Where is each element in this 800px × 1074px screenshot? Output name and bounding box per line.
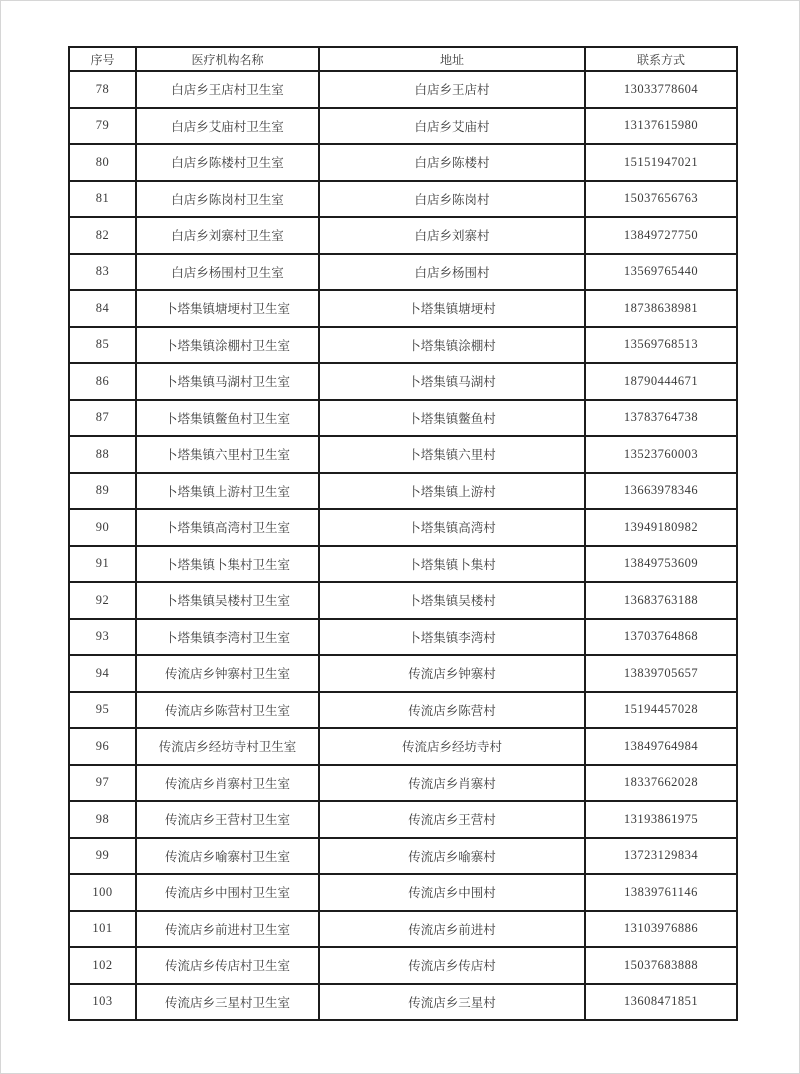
cell-address: 卜塔集镇上游村 [319, 473, 585, 510]
table-row [69, 692, 737, 729]
column-header-no: 序号 [69, 47, 136, 71]
cell-name: 传流店乡传店村卫生室 [136, 947, 319, 984]
table-row [69, 108, 737, 145]
table-body [69, 71, 737, 1020]
cell-phone: 18337662028 [585, 765, 737, 802]
cell-name: 卜塔集镇上游村卫生室 [136, 473, 319, 510]
cell-phone: 15037656763 [585, 181, 737, 218]
cell-name: 卜塔集镇六里村卫生室 [136, 436, 319, 473]
cell-phone: 13783764738 [585, 400, 737, 437]
cell-phone: 13569765440 [585, 254, 737, 291]
table-row [69, 984, 737, 1021]
cell-name: 白店乡杨围村卫生室 [136, 254, 319, 291]
cell-no: 85 [69, 327, 136, 364]
cell-name: 卜塔集镇鳖鱼村卫生室 [136, 400, 319, 437]
cell-name: 卜塔集镇涂棚村卫生室 [136, 327, 319, 364]
table-row [69, 400, 737, 437]
cell-address: 传流店乡肖寨村 [319, 765, 585, 802]
cell-phone: 13849753609 [585, 546, 737, 583]
table-row [69, 911, 737, 948]
table-row [69, 655, 737, 692]
cell-phone: 13849764984 [585, 728, 737, 765]
cell-phone: 18790444671 [585, 363, 737, 400]
cell-no: 90 [69, 509, 136, 546]
cell-phone: 13033778604 [585, 71, 737, 108]
cell-address: 白店乡刘寨村 [319, 217, 585, 254]
cell-no: 84 [69, 290, 136, 327]
table-row [69, 801, 737, 838]
cell-name: 卜塔集镇马湖村卫生室 [136, 363, 319, 400]
cell-address: 卜塔集镇卜集村 [319, 546, 585, 583]
table-row [69, 290, 737, 327]
cell-name: 卜塔集镇塘埂村卫生室 [136, 290, 319, 327]
cell-name: 卜塔集镇卜集村卫生室 [136, 546, 319, 583]
cell-name: 卜塔集镇高湾村卫生室 [136, 509, 319, 546]
cell-phone: 13103976886 [585, 911, 737, 948]
cell-address: 传流店乡经坊寺村 [319, 728, 585, 765]
cell-address: 卜塔集镇塘埂村 [319, 290, 585, 327]
cell-address: 卜塔集镇吴楼村 [319, 582, 585, 619]
cell-phone: 15194457028 [585, 692, 737, 729]
column-header-name: 医疗机构名称 [136, 47, 319, 71]
table-row [69, 327, 737, 364]
cell-phone: 18738638981 [585, 290, 737, 327]
cell-no: 98 [69, 801, 136, 838]
cell-address: 卜塔集镇马湖村 [319, 363, 585, 400]
table-row [69, 254, 737, 291]
cell-no: 94 [69, 655, 136, 692]
cell-phone: 13839761146 [585, 874, 737, 911]
cell-no: 102 [69, 947, 136, 984]
cell-no: 103 [69, 984, 136, 1021]
cell-phone: 13569768513 [585, 327, 737, 364]
cell-phone: 13663978346 [585, 473, 737, 510]
cell-address: 白店乡杨围村 [319, 254, 585, 291]
cell-no: 101 [69, 911, 136, 948]
cell-address: 白店乡陈岗村 [319, 181, 585, 218]
cell-phone: 13849727750 [585, 217, 737, 254]
cell-no: 89 [69, 473, 136, 510]
table-row [69, 473, 737, 510]
cell-name: 传流店乡陈营村卫生室 [136, 692, 319, 729]
table-header-row [69, 47, 737, 71]
cell-address: 卜塔集镇涂棚村 [319, 327, 585, 364]
cell-phone: 13683763188 [585, 582, 737, 619]
table-row [69, 509, 737, 546]
cell-no: 100 [69, 874, 136, 911]
cell-address: 传流店乡传店村 [319, 947, 585, 984]
cell-address: 卜塔集镇鳖鱼村 [319, 400, 585, 437]
table-row [69, 71, 737, 108]
cell-name: 传流店乡中围村卫生室 [136, 874, 319, 911]
cell-name: 白店乡陈楼村卫生室 [136, 144, 319, 181]
table-row [69, 874, 737, 911]
cell-no: 82 [69, 217, 136, 254]
cell-name: 传流店乡前进村卫生室 [136, 911, 319, 948]
column-header-address: 地址 [319, 47, 585, 71]
cell-name: 传流店乡肖寨村卫生室 [136, 765, 319, 802]
cell-name: 卜塔集镇李湾村卫生室 [136, 619, 319, 656]
clinic-table [68, 46, 738, 1021]
cell-name: 卜塔集镇吴楼村卫生室 [136, 582, 319, 619]
cell-address: 卜塔集镇高湾村 [319, 509, 585, 546]
cell-address: 卜塔集镇六里村 [319, 436, 585, 473]
cell-address: 白店乡王店村 [319, 71, 585, 108]
cell-no: 87 [69, 400, 136, 437]
cell-phone: 13703764868 [585, 619, 737, 656]
cell-no: 86 [69, 363, 136, 400]
cell-address: 传流店乡中围村 [319, 874, 585, 911]
table-row [69, 765, 737, 802]
cell-no: 78 [69, 71, 136, 108]
cell-no: 95 [69, 692, 136, 729]
cell-name: 传流店乡王营村卫生室 [136, 801, 319, 838]
cell-no: 99 [69, 838, 136, 875]
cell-phone: 15151947021 [585, 144, 737, 181]
cell-address: 传流店乡陈营村 [319, 692, 585, 729]
cell-name: 白店乡艾庙村卫生室 [136, 108, 319, 145]
table-row [69, 947, 737, 984]
table-row [69, 363, 737, 400]
table-row [69, 144, 737, 181]
cell-phone: 13523760003 [585, 436, 737, 473]
table-row [69, 838, 737, 875]
cell-address: 白店乡艾庙村 [319, 108, 585, 145]
cell-name: 白店乡刘寨村卫生室 [136, 217, 319, 254]
table-row [69, 619, 737, 656]
table-row [69, 436, 737, 473]
cell-no: 91 [69, 546, 136, 583]
cell-phone: 15037683888 [585, 947, 737, 984]
cell-name: 传流店乡喻寨村卫生室 [136, 838, 319, 875]
cell-name: 传流店乡经坊寺村卫生室 [136, 728, 319, 765]
cell-no: 81 [69, 181, 136, 218]
cell-phone: 13949180982 [585, 509, 737, 546]
table-row [69, 582, 737, 619]
table-row [69, 546, 737, 583]
cell-phone: 13193861975 [585, 801, 737, 838]
cell-name: 白店乡王店村卫生室 [136, 71, 319, 108]
cell-no: 88 [69, 436, 136, 473]
cell-phone: 13839705657 [585, 655, 737, 692]
cell-name: 传流店乡三星村卫生室 [136, 984, 319, 1021]
cell-address: 卜塔集镇李湾村 [319, 619, 585, 656]
cell-address: 传流店乡王营村 [319, 801, 585, 838]
cell-address: 传流店乡喻寨村 [319, 838, 585, 875]
cell-no: 83 [69, 254, 136, 291]
cell-no: 93 [69, 619, 136, 656]
cell-name: 传流店乡钟寨村卫生室 [136, 655, 319, 692]
cell-address: 白店乡陈楼村 [319, 144, 585, 181]
cell-no: 97 [69, 765, 136, 802]
cell-address: 传流店乡前进村 [319, 911, 585, 948]
cell-no: 80 [69, 144, 136, 181]
cell-address: 传流店乡三星村 [319, 984, 585, 1021]
cell-phone: 13137615980 [585, 108, 737, 145]
cell-no: 96 [69, 728, 136, 765]
cell-name: 白店乡陈岗村卫生室 [136, 181, 319, 218]
table-row [69, 181, 737, 218]
cell-phone: 13723129834 [585, 838, 737, 875]
cell-no: 79 [69, 108, 136, 145]
column-header-phone: 联系方式 [585, 47, 737, 71]
cell-no: 92 [69, 582, 136, 619]
cell-address: 传流店乡钟寨村 [319, 655, 585, 692]
table-row [69, 217, 737, 254]
table-row [69, 728, 737, 765]
cell-phone: 13608471851 [585, 984, 737, 1021]
